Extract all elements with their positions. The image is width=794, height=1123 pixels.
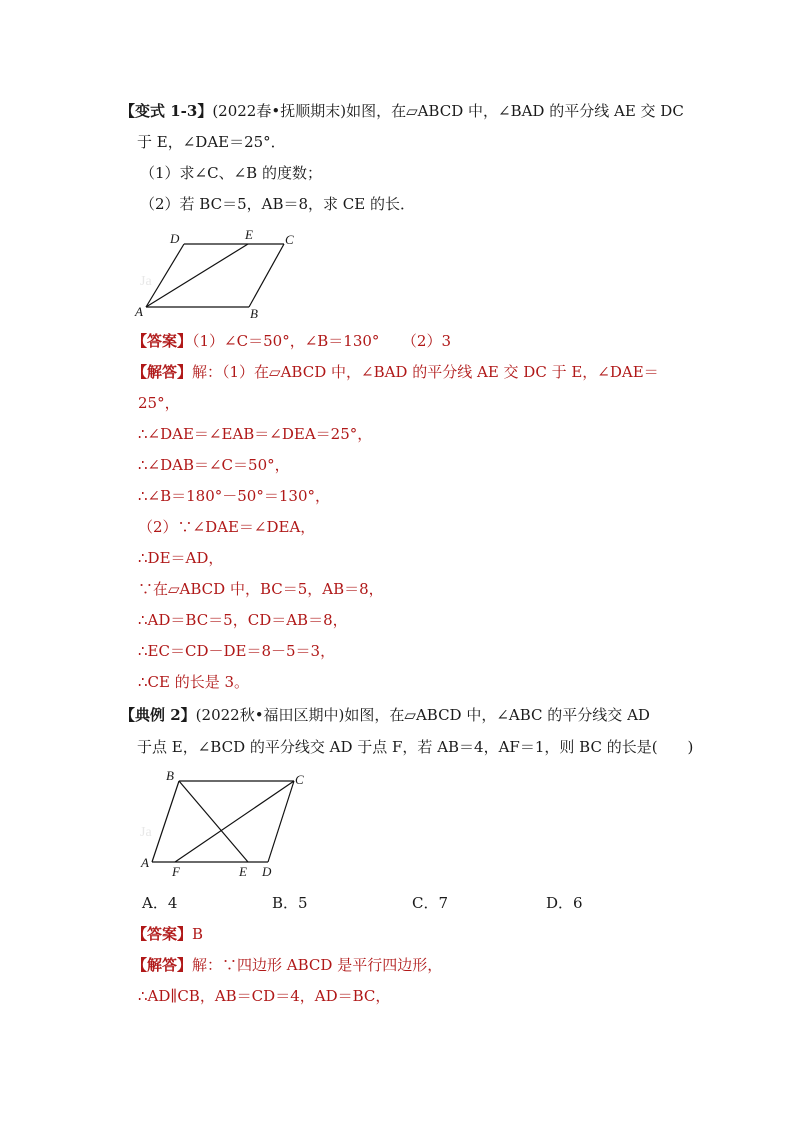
variant-solution-line: ∴EC＝CD－DE＝8－5＝3， [138,642,336,660]
segment-cf [175,781,294,862]
label-e: E [239,864,247,879]
side-da [146,244,184,307]
example-header-line [120,705,650,725]
variant-answer-text: （1）∠C＝50°，∠B＝130° （2）3 [192,332,452,350]
example-solution-text: 解：∵四边形 ABCD 是平行四边形， [192,956,443,974]
variant-stem-line1: 如图，在▱ABCD 中，∠BAD 的平分线 AE 交 DC [346,102,684,120]
example-solution-first-line [132,955,442,975]
label-e: E [245,227,253,242]
label-d: D [170,231,180,246]
variant-stem-line2: 于 E，∠DAE＝25°． [137,133,286,151]
variant-solution-line: 25°， [138,394,180,412]
example-stem-line1: 如图，在▱ABCD 中，∠ABC 的平分线交 AD [344,706,650,724]
choice-c[interactable]: C．7 [412,894,449,912]
label-d: D [262,864,272,879]
side-ab [152,781,179,862]
variant-solution-first-line [132,362,659,382]
label-b: B [166,768,174,783]
example-source: (2022秋•福田区期中) [195,706,345,724]
variant-solution-text: 解：（1）在▱ABCD 中，∠BAD 的平分线 AE 交 DC 于 E，∠DAE＝ [192,363,659,381]
variant-solution-line: ∴CE 的长是 3。 [138,673,250,691]
example-solution-line: ∴AD∥CB，AB＝CD＝4，AD＝BC， [138,987,391,1005]
example-stem-line2: 于点 E，∠BCD 的平分线交 AD 于点 F，若 AB＝4，AF＝1，则 BC 的长是( ) [137,738,694,756]
variant-solution-line: ∴∠DAB＝∠C＝50°， [138,456,290,474]
variant-parallelogram-figure [132,227,312,322]
example-answer-tag: 【答案】 [132,925,193,943]
variant-question-2: （2）若 BC＝5，AB＝8，求 CE 的长． [140,195,415,213]
variant-tag: 【变式 1-3】 [120,102,213,120]
example-solution-tag: 【解答】 [132,956,193,974]
example-answer-text: B [192,925,204,943]
variant-answer-line [132,331,451,351]
variant-solution-line: ∵在▱ABCD 中，BC＝5，AB＝8， [138,580,384,598]
side-cb [249,244,284,307]
example-tag: 【典例 2】 [120,706,196,724]
variant-source: (2022春•抚顺期末) [212,102,347,120]
variant-solution-line: ∴∠DAE＝∠EAB＝∠DEA＝25°， [138,425,373,443]
side-cd [268,781,294,862]
choice-d[interactable]: D．6 [546,894,583,912]
example-answer-line [132,924,203,944]
figure-watermark: Ja [140,274,152,289]
label-a: A [135,304,143,319]
choice-a[interactable]: A．4 [142,894,178,912]
variant-header-line [120,101,684,121]
label-a: A [141,855,149,870]
variant-question-1: （1）求∠C、∠B 的度数； [140,164,322,182]
variant-solution-line: ∴DE＝AD， [138,549,224,567]
example-parallelogram-figure [132,766,322,881]
label-b: B [250,306,258,321]
variant-solution-line: ∴∠B＝180°－50°＝130°， [138,487,330,505]
label-c: C [285,232,294,247]
segment-be [179,781,248,862]
segment-ae [146,244,248,307]
choice-b[interactable]: B．5 [272,894,308,912]
variant-solution-tag: 【解答】 [132,363,193,381]
label-f: F [172,864,180,879]
variant-answer-tag: 【答案】 [132,332,193,350]
figure-watermark: Ja [140,825,152,840]
label-c: C [295,772,304,787]
variant-solution-line: （2）∵∠DAE＝∠DEA， [138,518,316,536]
variant-solution-line: ∴AD＝BC＝5，CD＝AB＝8， [138,611,348,629]
